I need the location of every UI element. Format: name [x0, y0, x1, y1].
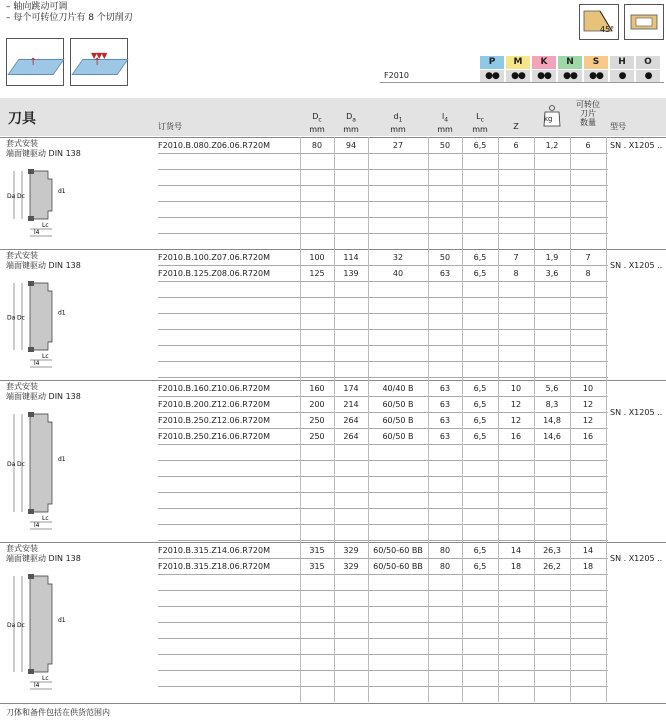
- header-z: Z: [513, 122, 519, 131]
- header-d1: $d_1$ mm: [390, 112, 406, 134]
- surface-quality-pictogram: ▼▼▼ ↑: [70, 38, 128, 86]
- cell-n: 12: [582, 416, 594, 425]
- row-divider: [158, 654, 608, 655]
- column-divider: [606, 137, 607, 249]
- material-rating-k: ●●: [532, 70, 556, 83]
- drawing-label-l4: l4: [34, 682, 40, 689]
- drawing-label-dc: Dc: [17, 461, 25, 468]
- row-divider: [158, 524, 608, 525]
- cell-d1: 60/50 B: [382, 432, 414, 441]
- column-divider: [300, 542, 301, 702]
- row-divider: [158, 361, 608, 362]
- insert-type: SN . X1205 ..: [610, 261, 663, 270]
- cutter-drawing: [6, 165, 76, 237]
- cell-order: F2010.B.250.Z16.06.R720M: [158, 432, 271, 441]
- cell-dc: 200: [309, 400, 325, 409]
- drawing-label-l4: l4: [34, 360, 40, 367]
- column-divider: [462, 249, 463, 380]
- material-rating-m: ●●: [506, 70, 530, 83]
- header-da: $D_a$ mm: [343, 112, 359, 134]
- column-divider: [428, 380, 429, 542]
- column-divider: [606, 380, 607, 542]
- row-divider: [158, 281, 608, 282]
- section-title: 刀具: [8, 111, 36, 127]
- drawing-label-d1: d1: [58, 456, 66, 463]
- cell-order: F2010.B.200.Z12.06.R720M: [158, 400, 271, 409]
- row-divider: [158, 540, 608, 541]
- column-divider: [498, 249, 499, 380]
- insert-type: SN . X1205 ..: [610, 554, 663, 563]
- cell-da: 214: [343, 400, 359, 409]
- column-divider: [462, 380, 463, 542]
- cell-d1: 32: [392, 253, 404, 262]
- insert-shape-icon: [624, 4, 664, 40]
- material-h: H: [610, 56, 634, 69]
- drawing-label-l4: l4: [34, 522, 40, 529]
- drawing-label-da: Da: [7, 314, 16, 322]
- cell-lc: 6,5: [473, 141, 487, 150]
- cell-d1: 60/50-60 BB: [373, 562, 423, 571]
- column-divider: [498, 542, 499, 702]
- drive-type: 端面键驱动 DIN 138: [6, 261, 81, 270]
- cell-da: 94: [345, 141, 357, 150]
- cell-dc: 125: [309, 269, 325, 278]
- cell-n: 10: [582, 384, 594, 393]
- mount-type: 套式安装: [6, 251, 38, 260]
- insert-type: SN . X1205 ..: [610, 141, 663, 150]
- drive-type: 端面键驱动 DIN 138: [6, 149, 81, 158]
- cell-da: 329: [343, 562, 359, 571]
- column-divider: [606, 249, 607, 380]
- column-divider: [534, 249, 535, 380]
- cell-kg: 8,3: [545, 400, 559, 409]
- row-divider: [158, 345, 608, 346]
- cell-l4: 63: [439, 416, 451, 425]
- cell-l4: 63: [439, 269, 451, 278]
- cell-l4: 80: [439, 562, 451, 571]
- cutter-drawing: [6, 570, 76, 690]
- cell-dc: 250: [309, 432, 325, 441]
- column-divider: [300, 249, 301, 380]
- cell-lc: 6,5: [473, 269, 487, 278]
- cell-d1: 27: [392, 141, 404, 150]
- mount-type: 套式安装: [6, 382, 38, 391]
- row-divider: [158, 670, 608, 671]
- header-l4: $l_4$ mm: [437, 112, 453, 134]
- row-divider: [158, 217, 608, 218]
- cell-z: 16: [510, 432, 522, 441]
- mount-type: 套式安装: [6, 544, 38, 553]
- column-divider: [570, 249, 571, 380]
- feature-1: – 轴向跳动可调: [6, 2, 68, 12]
- drawing-label-d1: d1: [58, 309, 66, 317]
- row-divider: [158, 606, 608, 607]
- column-divider: [570, 380, 571, 542]
- drawing-label-da: Da: [7, 461, 16, 468]
- header-order: 订货号: [158, 122, 182, 131]
- column-divider: [570, 542, 571, 702]
- cell-d1: 60/50 B: [382, 416, 414, 425]
- row-divider: [158, 622, 608, 623]
- cell-z: 6: [513, 141, 519, 150]
- drawing-label-dc: Dc: [17, 622, 25, 629]
- cell-kg: 1,2: [545, 141, 559, 150]
- cell-n: 6: [585, 141, 591, 150]
- cell-d1: 40: [392, 269, 404, 278]
- approach-angle-icon: [579, 4, 619, 40]
- row-divider: [158, 265, 608, 266]
- cell-d1: 60/50 B: [382, 400, 414, 409]
- series-label: F2010: [384, 71, 409, 80]
- column-divider: [462, 542, 463, 702]
- series-divider: [380, 82, 664, 83]
- cell-dc: 315: [309, 546, 325, 555]
- cell-l4: 80: [439, 546, 451, 555]
- cell-dc: 160: [309, 384, 325, 393]
- row-divider: [158, 574, 608, 575]
- cell-z: 7: [513, 253, 519, 262]
- column-divider: [300, 380, 301, 542]
- row-divider: [158, 444, 608, 445]
- row-divider: [158, 377, 608, 378]
- group-title: [6, 251, 81, 271]
- material-n: N: [558, 56, 582, 69]
- cell-order: F2010.B.080.Z06.06.R720M: [158, 141, 271, 150]
- row-divider: [158, 558, 608, 559]
- header-weight: kg: [534, 104, 570, 130]
- cell-n: 8: [585, 269, 591, 278]
- column-divider: [334, 137, 335, 249]
- cell-n: 7: [585, 253, 591, 262]
- group-title: [6, 139, 81, 159]
- cell-kg: 3,6: [545, 269, 559, 278]
- cell-order: F2010.B.100.Z07.06.R720M: [158, 253, 271, 262]
- cell-z: 12: [510, 400, 522, 409]
- group-title: [6, 382, 81, 402]
- drive-type: 端面键驱动 DIN 138: [6, 392, 81, 401]
- cell-dc: 100: [309, 253, 325, 262]
- drawing-label-d1: d1: [58, 617, 66, 624]
- cell-z: 8: [513, 269, 519, 278]
- cell-order: F2010.B.250.Z12.06.R720M: [158, 416, 271, 425]
- cell-n: 12: [582, 400, 594, 409]
- column-divider: [428, 249, 429, 380]
- cell-l4: 63: [439, 384, 451, 393]
- column-divider: [368, 137, 369, 249]
- angle-label: 45°: [600, 25, 615, 34]
- row-divider: [158, 476, 608, 477]
- cell-l4: 50: [439, 141, 451, 150]
- column-divider: [570, 137, 571, 249]
- drawing-label-dc: Dc: [17, 193, 25, 200]
- cell-kg: 26,3: [543, 546, 561, 555]
- insert-type: SN . X1205 ..: [610, 408, 663, 417]
- drawing-label-lc: Lc: [42, 675, 49, 682]
- column-divider: [498, 137, 499, 249]
- cell-lc: 6,5: [473, 400, 487, 409]
- cell-order: F2010.B.315.Z14.06.R720M: [158, 546, 271, 555]
- feature-2: – 每个可转位刀片有 8 个切削刃: [6, 13, 133, 23]
- cell-da: 264: [343, 432, 359, 441]
- cell-l4: 63: [439, 432, 451, 441]
- cell-z: 18: [510, 562, 522, 571]
- cell-d1: 60/50-60 BB: [373, 546, 423, 555]
- drawing-label-dc: Dc: [17, 314, 25, 322]
- column-divider: [428, 137, 429, 249]
- cell-z: 12: [510, 416, 522, 425]
- material-k: K: [532, 56, 556, 69]
- material-rating-p: ●●: [480, 70, 504, 83]
- cell-z: 14: [510, 546, 522, 555]
- row-divider: [158, 329, 608, 330]
- material-rating-h: ●: [610, 70, 634, 83]
- cell-da: 329: [343, 546, 359, 555]
- row-divider: [158, 428, 608, 429]
- feature-list: [6, 2, 133, 24]
- drawing-label-lc: Lc: [42, 515, 49, 522]
- cell-da: 114: [343, 253, 359, 262]
- material-rating-n: ●●: [558, 70, 582, 83]
- cell-kg: 5,6: [545, 384, 559, 393]
- cell-kg: 14,8: [543, 416, 561, 425]
- cell-lc: 6,5: [473, 384, 487, 393]
- material-o: O: [636, 56, 660, 69]
- cell-dc: 315: [309, 562, 325, 571]
- drawing-label-l4: l4: [34, 229, 40, 236]
- row-divider: [158, 185, 608, 186]
- cell-dc: 250: [309, 416, 325, 425]
- column-divider: [534, 137, 535, 249]
- row-divider: [158, 233, 608, 234]
- header-dc: $D_c$ mm: [309, 112, 325, 134]
- row-divider: [158, 297, 608, 298]
- row-divider: [158, 169, 608, 170]
- cell-l4: 50: [439, 253, 451, 262]
- column-divider: [498, 380, 499, 542]
- column-divider: [334, 542, 335, 702]
- column-divider: [368, 542, 369, 702]
- row-divider: [158, 638, 608, 639]
- row-divider: [158, 460, 608, 461]
- column-divider: [462, 137, 463, 249]
- column-divider: [334, 249, 335, 380]
- row-divider: [158, 686, 608, 687]
- header-type: 型号: [610, 122, 626, 131]
- cell-kg: 26,2: [543, 562, 561, 571]
- row-divider: [158, 492, 608, 493]
- cell-da: 174: [343, 384, 359, 393]
- column-divider: [534, 542, 535, 702]
- row-divider: [158, 508, 608, 509]
- cell-kg: 1,9: [545, 253, 559, 262]
- material-rating-s: ●●: [584, 70, 608, 83]
- cell-dc: 80: [311, 141, 323, 150]
- cell-n: 14: [582, 546, 594, 555]
- cell-kg: 14,6: [543, 432, 561, 441]
- column-divider: [534, 380, 535, 542]
- cell-lc: 6,5: [473, 253, 487, 262]
- cell-d1: 40/40 B: [382, 384, 414, 393]
- column-divider: [368, 249, 369, 380]
- cutter-drawing: [6, 277, 76, 368]
- row-divider: [158, 412, 608, 413]
- row-divider: [158, 201, 608, 202]
- material-s: S: [584, 56, 608, 69]
- cell-da: 264: [343, 416, 359, 425]
- material-p: P: [480, 56, 504, 69]
- drawing-label-da: Da: [7, 193, 16, 200]
- column-divider: [368, 380, 369, 542]
- column-divider: [300, 137, 301, 249]
- cell-lc: 6,5: [473, 432, 487, 441]
- cell-z: 10: [510, 384, 522, 393]
- row-divider: [158, 396, 608, 397]
- cell-l4: 63: [439, 400, 451, 409]
- cell-order: F2010.B.125.Z08.06.R720M: [158, 269, 271, 278]
- cutter-drawing: [6, 408, 76, 530]
- header-insert-count: 可转位 刀片 数量: [576, 100, 600, 127]
- group-title: [6, 544, 81, 564]
- material-m: M: [506, 56, 530, 69]
- cell-lc: 6,5: [473, 546, 487, 555]
- mount-type: 套式安装: [6, 139, 38, 148]
- material-rating-o: ●: [636, 70, 660, 83]
- row-divider: [158, 313, 608, 314]
- row-divider: [158, 153, 608, 154]
- drawing-label-da: Da: [7, 622, 16, 629]
- column-divider: [334, 380, 335, 542]
- table-bottom: [0, 703, 666, 704]
- footnote: 刀体和备件包括在供货范围内: [6, 708, 110, 717]
- cell-lc: 6,5: [473, 416, 487, 425]
- drive-type: 端面键驱动 DIN 138: [6, 554, 81, 563]
- row-divider: [158, 590, 608, 591]
- drawing-label-lc: Lc: [42, 222, 49, 229]
- column-divider: [428, 542, 429, 702]
- cell-da: 139: [343, 269, 359, 278]
- face-milling-pictogram: ↑: [6, 38, 64, 86]
- drawing-label-lc: Lc: [42, 353, 49, 360]
- cell-order: F2010.B.160.Z10.06.R720M: [158, 384, 271, 393]
- cell-n: 16: [582, 432, 594, 441]
- cell-lc: 6,5: [473, 562, 487, 571]
- drawing-label-d1: d1: [58, 188, 66, 195]
- cell-order: F2010.B.315.Z18.06.R720M: [158, 562, 271, 571]
- cell-n: 18: [582, 562, 594, 571]
- header-lc: $L_c$ mm: [472, 112, 488, 134]
- column-divider: [606, 542, 607, 702]
